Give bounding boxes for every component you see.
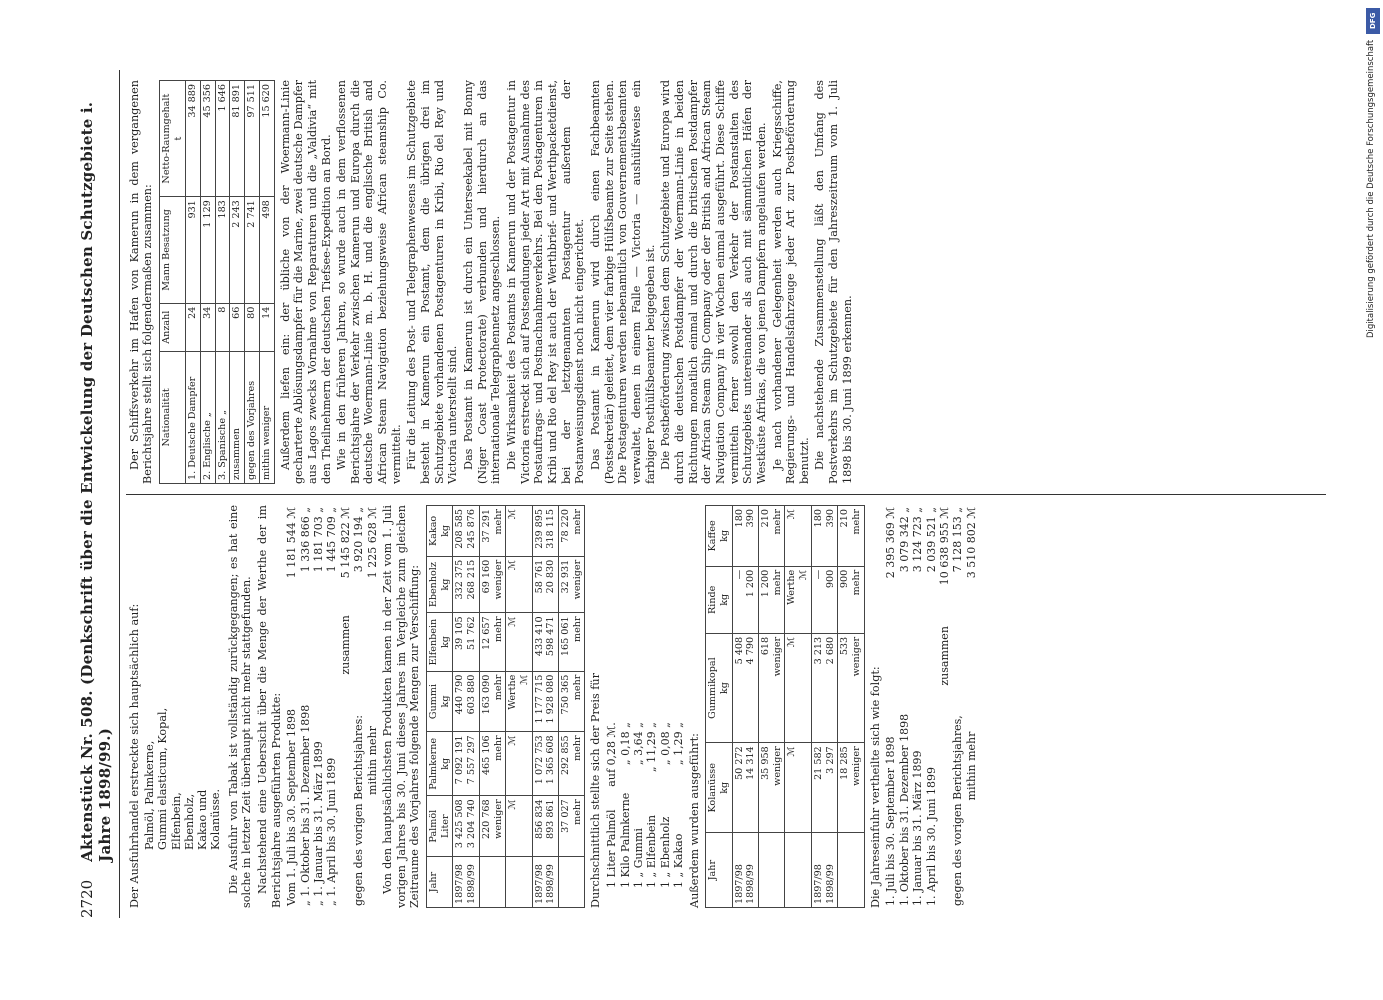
import-row: 1. April bis 30. Juni 1899 2 039 521 „ bbox=[924, 507, 938, 906]
table-header-cell: Kaffee kg bbox=[706, 506, 732, 567]
table-cell: 32 931 weniger bbox=[559, 556, 585, 613]
price-row: 1 „ Gummi „ 3,64 „ bbox=[631, 722, 645, 888]
besides-exported: Außerdem wurden ausgeführt: bbox=[687, 733, 701, 908]
table-cell: — 900 bbox=[811, 566, 837, 633]
table-cell bbox=[559, 857, 585, 908]
table-header-cell: Mann Besatzung bbox=[159, 197, 185, 303]
paragraph: Das Postamt in Kamerun wird durch einen Fachbeamten (Postsekretär) geleitet, dem vier farbige Hülfsbeamte zur Seite stehen. Die Postagenturen werden nebenamtlich von Gouvernementsbeamten verwaltet, denen in einem Falle — Victoria — aushülfsweise ein farbiger Posthülfsbeamter beigegeben ist. bbox=[588, 80, 657, 484]
table-cell: ℳ bbox=[506, 732, 532, 796]
table-cell: 7 092 191 7 557 297 bbox=[453, 732, 479, 796]
table-cell: 856 834 893 861 bbox=[532, 796, 558, 857]
page-number: 2720 bbox=[78, 879, 96, 918]
product-item: Kakao und bbox=[196, 789, 210, 850]
quarter-more-row: mithin mehr 1 225 628 ℳ bbox=[365, 507, 379, 795]
compare-paragraph: Von den hauptsächlichsten Produkten kamen in der Zeit vom 1. Juli vorigen Jahres bis 30. Juni dieses Jahres im Vergleiche zum gleichen Zeitraume des Vorjahres folgende Mengen zur Verschiffung: bbox=[381, 505, 422, 908]
table-cell: 440 790 603 880 bbox=[453, 671, 479, 732]
table-row bbox=[559, 506, 585, 908]
table-header-cell: Ebenholz kg bbox=[427, 556, 453, 613]
table-cell: 1 646 bbox=[215, 81, 230, 197]
table-cell: 45 356 bbox=[201, 81, 216, 197]
table-cell: ℳ bbox=[785, 506, 811, 567]
export-intro: Der Ausfuhrhandel erstreckte sich hauptsächlich auf: bbox=[127, 603, 141, 908]
table-row bbox=[245, 81, 260, 484]
table-cell: ℳ bbox=[506, 796, 532, 857]
table-cell: 37 027 mehr bbox=[559, 796, 585, 857]
table-cell: Werthe ℳ bbox=[506, 671, 532, 732]
table-cell: 1897/98 1898/99 bbox=[453, 857, 479, 908]
paragraph: Die Postbeförderung zwischen dem Schutzgebiete und Europa wird durch die deutschen Postdampfer der Woermann-Linie in beiden Richtungen monatlich einmal und durch die britischen Postdampfer der African Steam Ship Company oder der British and African Steam Navigation Company in vier Wochen einmal ausgeführt. Diese Schiffe vermitteln ferner sowohl den Verkehr der Postanstalten des Schutzgebiets untereinander als auch mit sämmtlichen Häfen der Westküste Afrikas, die von jenen Dampfern angelaufen werden. bbox=[659, 80, 768, 484]
table-cell bbox=[479, 857, 505, 908]
import-total-row: zusammen 10 638 955 ℳ bbox=[937, 507, 951, 686]
table-cell bbox=[506, 857, 532, 908]
table-cell: 2. Englische „ bbox=[201, 351, 216, 483]
price-row: 1 Liter Palmöl auf 0,28 ℳ. bbox=[605, 722, 619, 888]
table-cell: 900 mehr bbox=[838, 566, 864, 633]
table-header-cell: Anzahl bbox=[159, 303, 185, 351]
table-cell: 498 bbox=[259, 197, 274, 303]
table-cell: 15 620 bbox=[259, 81, 274, 197]
table-cell: 69 160 weniger bbox=[479, 556, 505, 613]
table-header-cell: Rinde kg bbox=[706, 566, 732, 633]
product-item: Elfenbein, bbox=[169, 792, 183, 850]
table-cell: ℳ bbox=[506, 506, 532, 557]
table-cell: ℳ bbox=[506, 613, 532, 671]
table-cell: 37 291 mehr bbox=[479, 506, 505, 557]
ship-intro: Der Schiffsverkehr im Hafen von Kamerun in dem vergangenen Berichtsjahre stellt sich folgendermaßen zusammen: bbox=[127, 80, 155, 484]
dfg-logo: DFG bbox=[1366, 8, 1380, 34]
table-cell: 1 072 753 1 365 608 bbox=[532, 732, 558, 796]
table-header-cell: Nationalität bbox=[159, 351, 185, 483]
price-row: 1 Kilo Palmkerne „ 0,18 „ bbox=[618, 722, 632, 888]
quarterly-import-values bbox=[884, 505, 978, 908]
table-cell: 750 365 mehr bbox=[559, 671, 585, 732]
table-cell: 18 285 weniger bbox=[838, 743, 864, 833]
table-cell: 3. Spanische „ bbox=[215, 351, 230, 483]
table-cell: 180 390 bbox=[732, 506, 758, 567]
quarter-row: Vom 1. Juli bis 30. September 1898 1 181 544 ℳ bbox=[285, 507, 299, 906]
table-cell: 220 768 weniger bbox=[479, 796, 505, 857]
paragraph: Das Postamt in Kamerun ist durch ein Unterseekabel mit Bonny (Niger Coast Protectorate) verbunden und hierdurch an das internationale Telegraphennetz angeschlossen. bbox=[462, 80, 503, 484]
table-cell: 208 585 245 876 bbox=[453, 506, 479, 557]
table-cell: 1897/98 1898/99 bbox=[732, 833, 758, 908]
table-cell: 1897/98 1898/99 bbox=[532, 857, 558, 908]
product-item: Kolanüsse. bbox=[209, 788, 223, 850]
paragraph: Die Wirksamkeit des Postamts in Kamerun und der Postagentur in Victoria erstreckt sich auf Postsendungen jeder Art mit Ausnahme des Postauftrags- und Postnachnahmeverkehrs. Bei den Postagenturen in Kribi und Rio del Rey ist auch der Werthbrief- und Werthpacketdienst, bei der letztgenannten Postagentur außerdem der Postanweisungsdienst noch nicht eingerichtet. bbox=[505, 80, 587, 484]
table-cell: Werthe ℳ bbox=[785, 566, 811, 633]
table-cell: 332 375 268 215 bbox=[453, 556, 479, 613]
table-cell: 50 272 14 314 bbox=[732, 743, 758, 833]
table-cell: 2 243 bbox=[230, 197, 245, 303]
table-row bbox=[506, 506, 532, 908]
digitization-note: Digitalisierung gefördert durch die Deutsche Forschungsgemeinschaft bbox=[1366, 40, 1376, 339]
table-header-cell: Gummikopal kg bbox=[706, 633, 732, 742]
quarter-total-row: zusammen 5 145 822 ℳ bbox=[338, 507, 352, 675]
table-row bbox=[215, 81, 230, 484]
table-cell: 239 895 318 115 bbox=[532, 506, 558, 557]
page-header bbox=[78, 70, 120, 918]
table-row bbox=[479, 506, 505, 908]
table-row bbox=[811, 506, 837, 908]
table-cell: 292 855 mehr bbox=[559, 732, 585, 796]
table-row bbox=[201, 81, 216, 484]
table-cell: 24 bbox=[186, 303, 201, 351]
table-cell bbox=[785, 833, 811, 908]
table-row bbox=[838, 506, 864, 908]
table-cell: gegen des Vorjahres bbox=[245, 351, 260, 483]
table-cell: 433 410 598 471 bbox=[532, 613, 558, 671]
import-row: 1. Januar bis 31. März 1899 3 124 723 „ bbox=[911, 507, 925, 906]
paragraph: Je nach vorhandener Gelegenheit werden auch Kriegsschiffe, Regierungs- und Handelsfahrzeuge jeder Art zur Postbeförderung benutzt. bbox=[770, 80, 811, 484]
table-cell: 1897/98 1898/99 bbox=[811, 833, 837, 908]
table-cell: zusammen bbox=[230, 351, 245, 483]
table-header-cell: Jahr bbox=[427, 857, 453, 908]
table-header-cell: Elfenbein kg bbox=[427, 613, 453, 671]
product-item: Gummi elasticum, Kopal, bbox=[156, 707, 170, 850]
paragraph: Für die Leitung des Post- und Telegraphenwesens im Schutzgebiete besteht in Kamerun ein Postamt, dem die übrigen drei im Schutzgebiete vorhandenen Postagenturen in Kribi, Rio del Rey und Victoria unterstellt sind. bbox=[405, 80, 460, 484]
table-cell: 97 511 bbox=[245, 81, 260, 197]
quarter-row: „ 1. April bis 30. Juni 1899 1 445 709 „ bbox=[325, 507, 339, 906]
quarter-row: „ 1. Oktober bis 31. Dezember 1898 1 336 866 „ bbox=[298, 507, 312, 906]
table-cell: 34 889 bbox=[186, 81, 201, 197]
table-row bbox=[186, 81, 201, 484]
table-cell: ℳ bbox=[785, 633, 811, 742]
table-cell: 165 061 mehr bbox=[559, 613, 585, 671]
table-row bbox=[259, 81, 274, 484]
table-cell: 163 090 mehr bbox=[479, 671, 505, 732]
import-intro: Die Jahreseinfuhr vertheilte sich wie folgt: bbox=[868, 666, 882, 908]
table-header-cell: Netto-Raumgehalt t bbox=[159, 81, 185, 197]
price-row: 1 „ Ebenholz „ 0,08 „ bbox=[658, 722, 672, 888]
price-row: 1 „ Elfenbein „ 11,29 „ bbox=[645, 722, 659, 888]
import-row: 1. Oktober bis 31. Dezember 1898 3 079 342 „ bbox=[897, 507, 911, 906]
right-column bbox=[126, 70, 1326, 494]
import-more-row: mithin mehr 3 510 802 ℳ bbox=[964, 507, 978, 801]
table-cell: 2 741 bbox=[245, 197, 260, 303]
table-cell bbox=[759, 833, 785, 908]
table-row bbox=[230, 81, 245, 484]
paragraph: Außerdem liefen ein: der übliche von der Woermann-Linie gecharterte Ablösungsdampfer für die Marine, zwei deutsche Dampfer aus Lagos zwecks Vornahme von Reparaturen und die „Valdivia“ mit den Theilnehmern der deutschen Tiefsee-Expedition an Bord. bbox=[278, 80, 333, 484]
table-header-cell: Kakao kg bbox=[427, 506, 453, 557]
table-cell: 618 weniger bbox=[759, 633, 785, 742]
table-cell: 34 bbox=[201, 303, 216, 351]
table-cell: 210 mehr bbox=[838, 506, 864, 567]
table-row bbox=[532, 506, 558, 908]
table-row bbox=[785, 506, 811, 908]
table-cell: mithin weniger bbox=[259, 351, 274, 483]
other-exports-table bbox=[705, 505, 864, 908]
product-item: Ebenholz, bbox=[182, 793, 196, 850]
table-cell: ℳ bbox=[785, 743, 811, 833]
table-header-cell: Gummi kg bbox=[427, 671, 453, 732]
product-item: Palmöl, Palmkerne, bbox=[143, 740, 157, 850]
shipment-table bbox=[426, 505, 585, 908]
table-cell: 14 bbox=[259, 303, 274, 351]
quarter-row: „ 1. Januar bis 31. März 1899 1 181 703 „ bbox=[312, 507, 325, 906]
tobacco-paragraph: Die Ausfuhr von Tabak ist vollständig zurückgegangen; es hat eine solche in letzter Zeit überhaupt nicht mehr stattgefunden. bbox=[226, 505, 254, 908]
paragraph: Wie in den früheren Jahren, so wurde auch in dem verflossenen Berichtsjahre der Verkehr zwischen Kamerun und Europa durch die deutsche Woermann-Linie m. b. H. und die englische British and African Steam Navigation beziehungsweise African steamship Co. vermittelt. bbox=[335, 80, 403, 484]
table-cell: 78 220 mehr bbox=[559, 506, 585, 557]
price-row: 1 „ Kakao „ 1,29 „ bbox=[672, 722, 686, 888]
table-cell: 1 129 bbox=[201, 197, 216, 303]
table-cell: 21 582 3 297 bbox=[811, 743, 837, 833]
table-cell: 180 390 bbox=[811, 506, 837, 567]
quarterly-export-values bbox=[285, 505, 379, 908]
table-header-cell: Jahr bbox=[706, 833, 732, 908]
table-cell: 66 bbox=[230, 303, 245, 351]
table-cell: 931 bbox=[186, 197, 201, 303]
quarter-prev-row: gegen des vorigen Berichtsjahres: 3 920 194 „ bbox=[352, 507, 366, 906]
paragraph: Die nachstehende Zusammenstellung läßt den Umfang des Postverkehrs im Schutzgebiete für den Jahreszeitraum vom 1. Juli 1898 bis 30. Juni 1899 erkennen. bbox=[813, 80, 854, 484]
table-cell: 183 bbox=[215, 197, 230, 303]
table-header-cell: Kolanüsse kg bbox=[706, 743, 732, 833]
left-column bbox=[126, 494, 1326, 918]
table-cell: 1 177 715 1 928 080 bbox=[532, 671, 558, 732]
table-cell: 3 213 2 680 bbox=[811, 633, 837, 742]
table-cell: 210 mehr bbox=[759, 506, 785, 567]
table-cell: 5 408 4 790 bbox=[732, 633, 758, 742]
table-row bbox=[732, 506, 758, 908]
product-list bbox=[143, 505, 222, 850]
table-cell: 1. Deutsche Dampfer bbox=[186, 351, 201, 483]
table-header-cell: Palmöl Liter bbox=[427, 796, 453, 857]
table-cell: 3 425 508 3 204 740 bbox=[453, 796, 479, 857]
table-cell: 8 bbox=[215, 303, 230, 351]
import-prev-row: gegen des vorigen Berichtsjahres, 7 128 153 „ bbox=[951, 507, 965, 906]
shipping-table bbox=[159, 80, 275, 484]
table-cell: — 1 200 bbox=[732, 566, 758, 633]
table-header-cell: Palmkerne kg bbox=[427, 732, 453, 796]
table-cell: 533 weniger bbox=[838, 633, 864, 742]
table-cell: 1 200 mehr bbox=[759, 566, 785, 633]
price-intro: Durchschnittlich stellte sich der Preis für bbox=[589, 673, 603, 908]
table-row bbox=[453, 506, 479, 908]
table-cell bbox=[838, 833, 864, 908]
table-cell: 465 106 mehr bbox=[479, 732, 505, 796]
table-row bbox=[759, 506, 785, 908]
table-cell: 81 891 bbox=[230, 81, 245, 197]
table-cell: 39 105 51 762 bbox=[453, 613, 479, 671]
import-row: 1. Juli bis 30. September 1898 2 395 369 ℳ bbox=[884, 507, 898, 906]
price-list bbox=[605, 716, 685, 888]
table-cell: 58 761 20 830 bbox=[532, 556, 558, 613]
table-cell: 12 657 mehr bbox=[479, 613, 505, 671]
table-cell: 35 958 weniger bbox=[759, 743, 785, 833]
table-cell: ℳ bbox=[506, 556, 532, 613]
overview-paragraph: Nachstehend eine Uebersicht über die Menge der Werthe der im Berichtsjahre ausgeführten Produkte: bbox=[255, 505, 283, 908]
table-cell: 80 bbox=[245, 303, 260, 351]
page-title: Aktenstück Nr. 508. (Denkschrift über die Entwickelung der Deutschen Schutzgebiete i. Jahre 1898/99.) bbox=[78, 101, 115, 862]
